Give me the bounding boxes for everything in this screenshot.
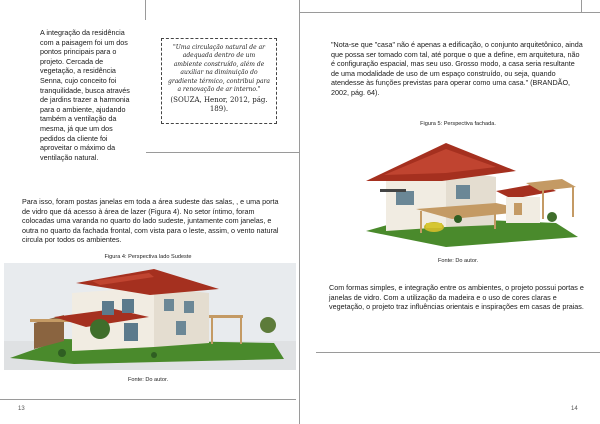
quote-citation: (SOUZA, Henor, 2012, pág. 189). (170, 96, 268, 113)
page-number-left: 13 (18, 406, 25, 412)
page-divider (299, 0, 300, 424)
corner-mark (581, 0, 582, 12)
left-rule-top (146, 152, 300, 153)
quote-paragraph-right: "Nota-se que "casa" não é apenas a edificação, o conjunto arquitetônico, ainda que possa ser tomado com tal, até porque o que a define, em arquitetura, não é configuração espacial, mas seu uso. Grosso modo, a casa seria resultante de uma modalidade de uso de um espaço construído, ou seja, quando atendesse às funções previstas para operar como uma casa." (BRANDÃO, 2002, pág. 64). (331, 40, 583, 97)
intro-paragraph: A integração da residência com a paisagem foi um dos pontos principais para o projeto. Cercada de vegetação, a residência Senna, cujo conceito foi tranquilidade, busca através de jardins trazer a harmonia para o ambiente, ajudando também a ventilação da mesma, já que um dos pedidos da cliente foi aproveitar o máximo da ventilação natural. (40, 28, 130, 162)
figure-4-source: Fonte: Do autor. (127, 377, 169, 383)
quote-box (161, 38, 277, 124)
quote-text: "Uma circulação natural de ar adequada dentro de um ambiente construído, além de auxiliar na diminuição do gradiente térmico, contribui para a renovação de ar interno." (168, 44, 270, 94)
body-paragraph-left: Para isso, foram postas janelas em toda a área sudeste das salas, , e uma porta de vidro que dá acesso à área de lazer (Figura 4). No setor íntimo, foram colocadas uma varanda no quarto do lado sudeste, juntamente com janelas, e outra no quarto da fachada frontal, com vista para o leste, assim, o vento natural circula por todos os ambientes. (22, 197, 279, 245)
right-rule-bottom (316, 352, 600, 353)
figure-5-image (356, 131, 582, 251)
corner-mark (145, 0, 146, 20)
figure-4-caption: Figura 4: Perspectiva lado Sudeste (104, 254, 192, 260)
body-paragraph-right: Com formas simples, e integração entre os ambientes, o projeto possui portas e janelas de vidro. Com a utilização da madeira e o uso de cores claras e vegetação, o projeto traz influências orientais e inspirações em casas de praias. (329, 283, 584, 312)
figure-5-source: Fonte: Do autor. (437, 258, 479, 264)
left-rule-bottom (0, 399, 296, 400)
figure-4-image (4, 263, 296, 370)
page-number-right: 14 (571, 406, 578, 412)
figure-5-caption: Figura 5: Perspectiva fachada. (420, 121, 496, 127)
right-rule-top (300, 12, 600, 13)
